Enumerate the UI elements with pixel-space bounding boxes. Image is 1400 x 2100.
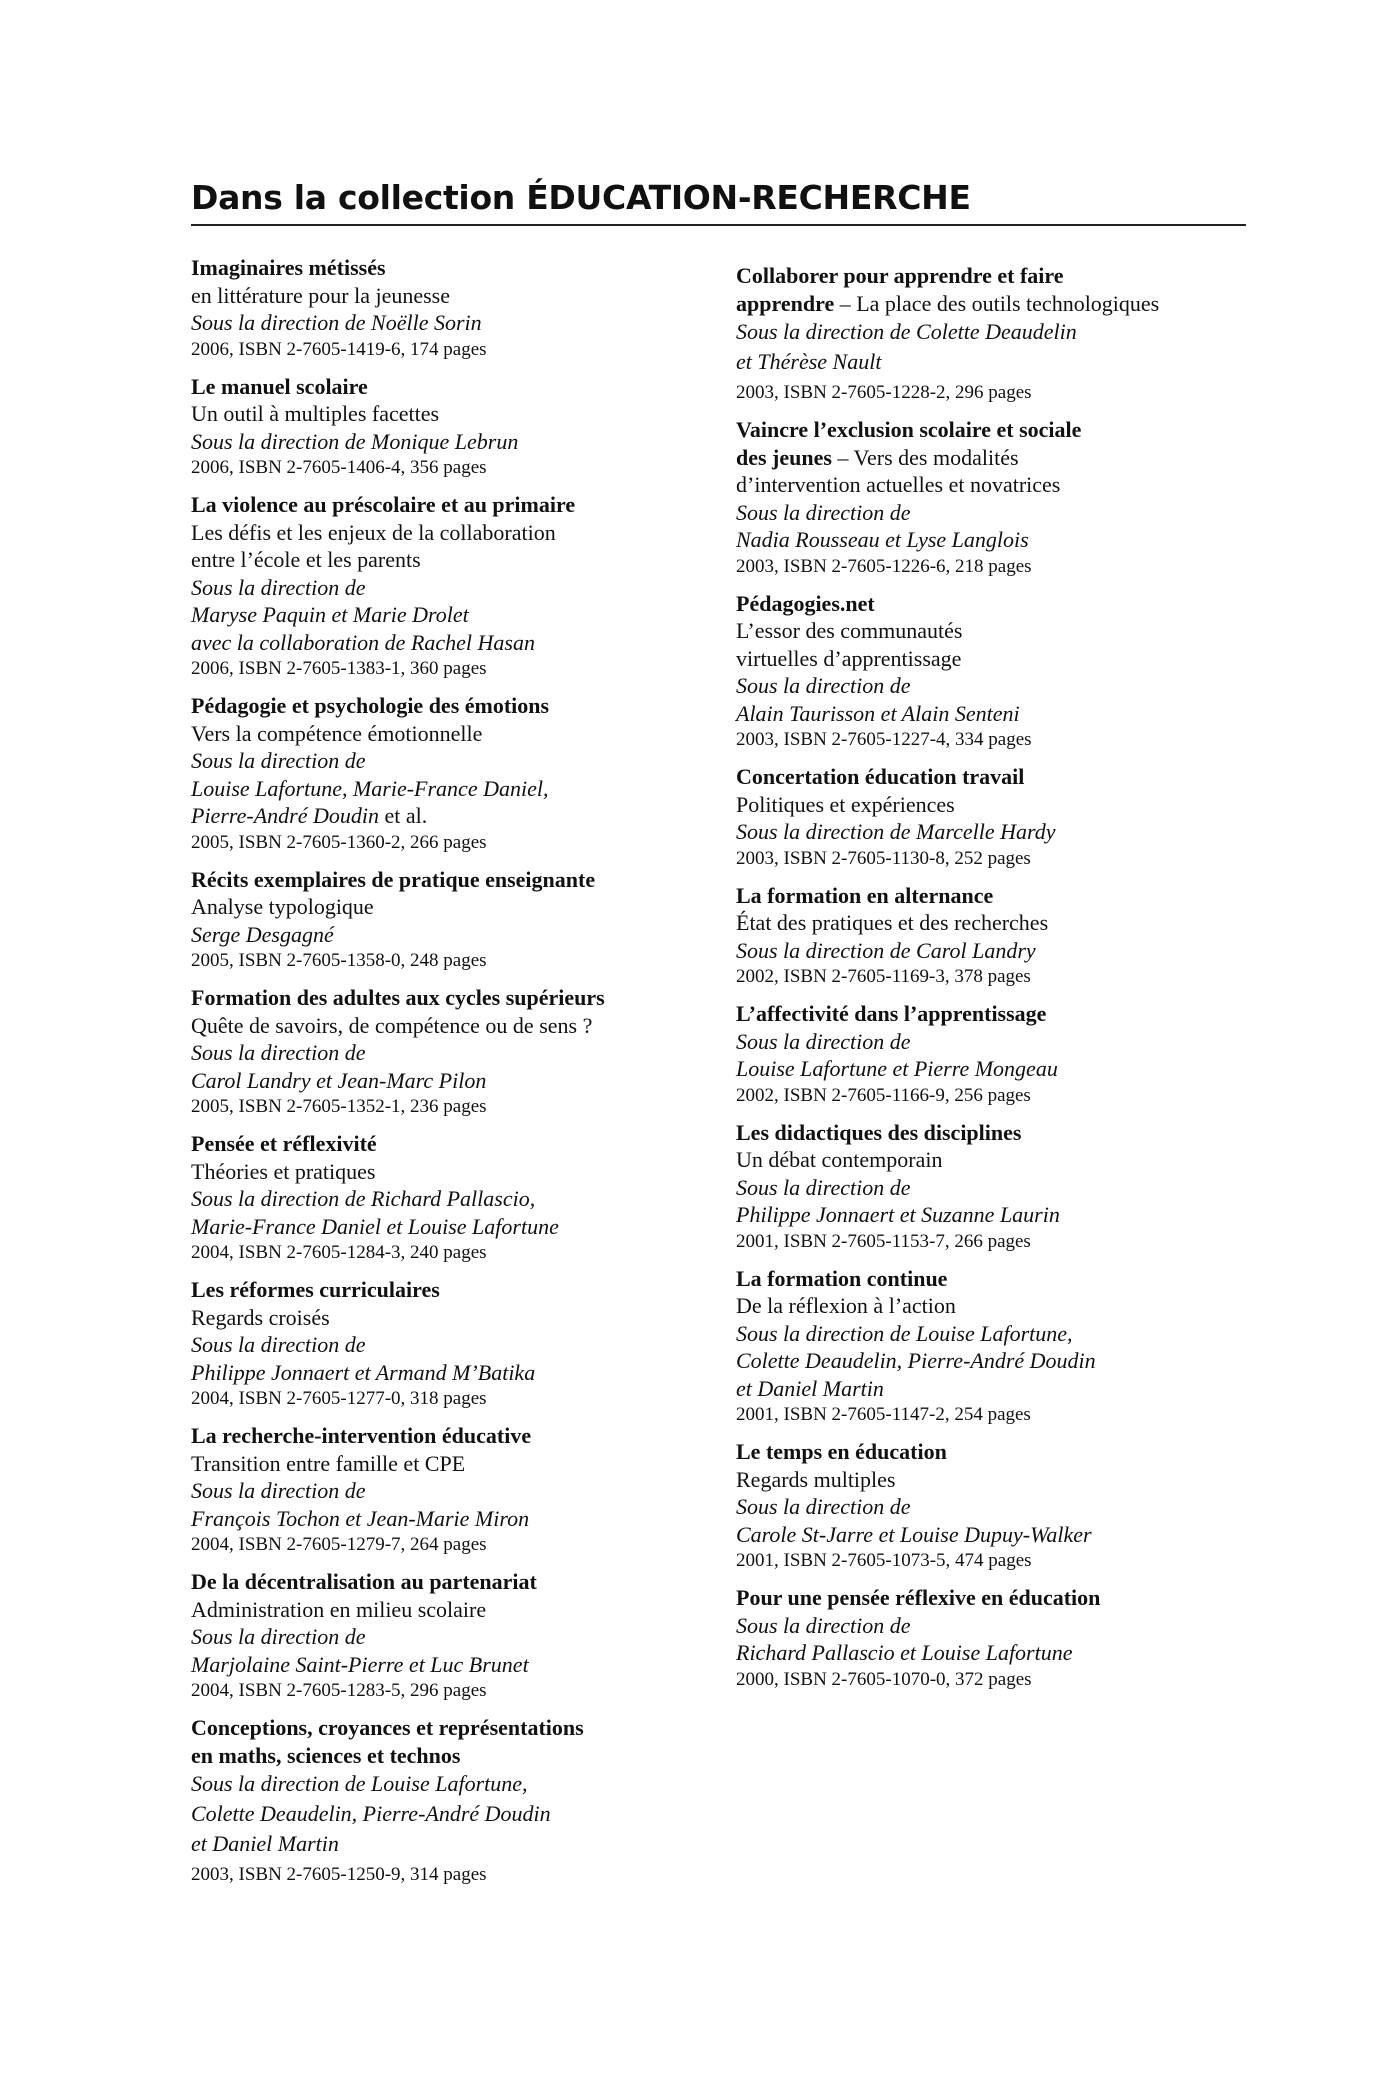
book-title-continued	[191, 1742, 716, 1770]
book-editors	[191, 574, 716, 602]
book-editors	[736, 526, 1261, 554]
book-title: Concertation éducation travail	[736, 764, 1025, 789]
book-entry	[736, 1584, 1261, 1693]
book-editors	[736, 1028, 1261, 1056]
book-entry	[736, 416, 1261, 580]
book-editors	[736, 1375, 1261, 1403]
book-title: Collaborer pour apprendre et faire	[736, 263, 1064, 288]
book-editors-text: Sous la direction de Noëlle Sorin	[191, 310, 482, 335]
book-editors	[191, 1799, 716, 1829]
book-title: Pédagogie et psychologie des émotions	[191, 693, 550, 718]
book-editors-text: Sous la direction de Louise Lafortune,	[736, 1320, 1073, 1346]
book-editors	[191, 1769, 716, 1799]
collection-heading-block	[191, 176, 1246, 226]
book-title-continued	[736, 290, 1261, 318]
book-editors	[191, 1359, 716, 1387]
book-editors	[191, 802, 716, 830]
book-subtitle: Un outil à multiples facettes	[191, 401, 440, 426]
book-editors-text: Colette Deaudelin, Pierre-André Doudin	[736, 1348, 1096, 1373]
book-editors	[736, 818, 1261, 846]
book-editors	[736, 1320, 1261, 1348]
book-entry	[736, 763, 1261, 872]
book-editors-text: et Thérèse Nault	[736, 349, 882, 374]
book-publication-info: 2004, ISBN 2-7605-1279-7, 264 pages	[191, 1534, 487, 1555]
book-editors	[191, 309, 716, 337]
book-subtitle: entre l’école et les parents	[191, 547, 421, 572]
book-editors-text: Sous la direction de	[191, 1624, 366, 1649]
book-entry	[736, 590, 1261, 754]
book-editors	[191, 1331, 716, 1359]
book-publication-info: 2006, ISBN 2-7605-1383-1, 360 pages	[191, 658, 487, 679]
book-entry	[191, 984, 716, 1120]
book-editors-text: Sous la direction de	[191, 1478, 366, 1503]
book-editors-text: Carole St-Jarre et Louise Dupuy-Walker	[736, 1521, 1092, 1547]
book-editors	[191, 428, 716, 456]
book-subtitle: État des pratiques et des recherches	[736, 910, 1049, 935]
book-publication-info: 2001, ISBN 2-7605-1073-5, 474 pages	[736, 1550, 1032, 1571]
book-editors-text: Sous la direction de	[736, 1612, 911, 1638]
book-publication-info: 2005, ISBN 2-7605-1352-1, 236 pages	[191, 1096, 487, 1117]
book-editors-text: Sous la direction de	[191, 1040, 366, 1065]
book-publication-info: 2003, ISBN 2-7605-1227-4, 334 pages	[736, 729, 1032, 750]
book-subtitle: Théories et pratiques	[191, 1158, 376, 1184]
book-entry	[191, 1130, 716, 1266]
book-subtitle: L’essor des communautés	[736, 618, 963, 643]
book-editors	[191, 1505, 716, 1533]
book-entry	[736, 882, 1261, 991]
book-subtitle-inline: – La place des outils technologiques	[834, 290, 1160, 316]
book-editors	[736, 347, 1261, 377]
book-entry	[191, 1276, 716, 1412]
book-title: Imaginaires métissés	[191, 255, 386, 280]
book-subtitle: De la réflexion à l’action	[736, 1293, 956, 1318]
book-editors-text: Sous la direction de	[736, 1174, 911, 1200]
book-editors	[191, 1651, 716, 1679]
book-editors	[191, 629, 716, 657]
book-editors-text: Louise Lafortune et Pierre Mongeau	[736, 1056, 1058, 1081]
book-editors-text: Nadia Rousseau et Lyse Langlois	[736, 527, 1029, 552]
book-editors	[736, 317, 1261, 347]
book-editors	[191, 921, 716, 949]
book-editors	[736, 1347, 1261, 1375]
book-title: Vaincre l’exclusion scolaire et sociale	[736, 417, 1082, 442]
book-title-continued	[736, 444, 1261, 472]
book-subtitle-inline: – Vers des modalités	[831, 444, 1019, 470]
book-editors-text: Sous la direction de	[736, 1494, 911, 1519]
book-subtitle: Transition entre famille et CPE	[191, 1450, 466, 1476]
book-editors	[736, 937, 1261, 965]
book-entry	[736, 262, 1261, 406]
book-editors	[736, 499, 1261, 527]
book-editors-text: François Tochon et Jean-Marie Miron	[191, 1505, 530, 1531]
book-title: La formation en alternance	[736, 882, 994, 908]
book-entry	[191, 491, 716, 682]
book-editors-text: Sous la direction de	[736, 499, 911, 525]
book-editors-text: Sous la direction de	[191, 748, 366, 773]
book-title: La recherche-intervention éducative	[191, 1423, 532, 1448]
book-title-line: des jeunes	[736, 444, 832, 470]
book-editors-text: Philippe Jonnaert et Suzanne Laurin	[736, 1202, 1060, 1227]
book-editors-text: Pierre-André Doudin	[191, 803, 379, 828]
book-title: L’affectivité dans l’apprentissage	[736, 1001, 1047, 1026]
book-entry	[736, 1000, 1261, 1109]
book-subtitle: virtuelles d’apprentissage	[736, 645, 962, 671]
book-title: Récits exemplaires de pratique enseignante	[191, 866, 596, 892]
book-editors	[191, 601, 716, 629]
book-editors	[191, 1213, 716, 1241]
book-title: La violence au préscolaire et au primaire	[191, 492, 576, 517]
book-entry	[191, 254, 716, 363]
book-entry	[736, 1119, 1261, 1255]
book-editors-text: Sous la direction de Marcelle Hardy	[736, 819, 1056, 844]
book-subtitle: Vers la compétence émotionnelle	[191, 720, 483, 746]
book-subtitle: en littérature pour la jeunesse	[191, 282, 451, 308]
book-editors-text: Sous la direction de Louise Lafortune,	[191, 1771, 528, 1796]
book-editors-text: Sous la direction de Colette Deaudelin	[736, 319, 1077, 344]
book-editors-text: Sous la direction de	[191, 1332, 366, 1357]
book-entry	[191, 692, 716, 856]
book-subtitle: Un débat contemporain	[736, 1147, 943, 1172]
book-editors	[736, 1521, 1261, 1549]
book-publication-info: 2003, ISBN 2-7605-1250-9, 314 pages	[191, 1864, 487, 1885]
book-publication-info: 2004, ISBN 2-7605-1277-0, 318 pages	[191, 1388, 487, 1409]
book-title: Le temps en éducation	[736, 1439, 947, 1464]
book-editors-text: Sous la direction de Richard Pallascio,	[191, 1186, 536, 1211]
book-subtitle: d’intervention actuelles et novatrices	[736, 472, 1061, 497]
book-subtitle: Regards multiples	[736, 1466, 896, 1492]
book-publication-info: 2006, ISBN 2-7605-1406-4, 356 pages	[191, 457, 487, 478]
book-editors-text: Sous la direction de	[736, 1028, 911, 1054]
book-editors	[736, 1493, 1261, 1521]
book-editors	[736, 1174, 1261, 1202]
book-editors	[191, 1829, 716, 1859]
book-entry	[191, 373, 716, 482]
book-editors-text: Sous la direction de Carol Landry	[736, 937, 1036, 963]
book-editors	[736, 1639, 1261, 1667]
book-subtitle: Analyse typologique	[191, 894, 374, 919]
book-editors-text: Sous la direction de	[736, 673, 911, 698]
book-publication-info: 2003, ISBN 2-7605-1228-2, 296 pages	[736, 382, 1032, 403]
book-publication-info: 2001, ISBN 2-7605-1153-7, 266 pages	[736, 1230, 1031, 1252]
book-publication-info: 2002, ISBN 2-7605-1169-3, 378 pages	[736, 966, 1031, 987]
book-publication-info: 2006, ISBN 2-7605-1419-6, 174 pages	[191, 338, 487, 360]
book-editors-text: Maryse Paquin et Marie Drolet	[191, 602, 469, 627]
book-title: Pédagogies.net	[736, 590, 875, 616]
book-editors-text: Philippe Jonnaert et Armand M’Batika	[191, 1359, 536, 1385]
book-editors	[736, 1201, 1261, 1229]
book-editors-text: Serge Desgagné	[191, 921, 334, 947]
book-editors	[736, 672, 1261, 700]
book-publication-info: 2000, ISBN 2-7605-1070-0, 372 pages	[736, 1668, 1032, 1690]
book-publication-info: 2003, ISBN 2-7605-1226-6, 218 pages	[736, 555, 1032, 577]
page-title: Dans la collection ÉDUCATION-RECHERCHE	[191, 178, 971, 217]
book-subtitle: Politiques et expériences	[736, 791, 955, 817]
book-editors	[191, 747, 716, 775]
book-subtitle: Administration en milieu scolaire	[191, 1596, 487, 1622]
book-editors-text: Louise Lafortune, Marie-France Daniel,	[191, 775, 549, 801]
book-editors-text: Sous la direction de Monique Lebrun	[191, 428, 519, 454]
right-column	[736, 262, 1261, 1703]
book-publication-info: 2002, ISBN 2-7605-1166-9, 256 pages	[736, 1084, 1031, 1106]
book-editors	[191, 1623, 716, 1651]
book-entry	[736, 1265, 1261, 1429]
book-title: Conceptions, croyances et représentations	[191, 1715, 584, 1740]
book-entry	[191, 1714, 716, 1888]
book-title: Formation des adultes aux cycles supérieurs	[191, 985, 605, 1010]
book-publication-info: 2001, ISBN 2-7605-1147-2, 254 pages	[736, 1404, 1031, 1425]
book-editors-text: Alain Taurisson et Alain Senteni	[736, 700, 1020, 726]
book-entry	[191, 866, 716, 975]
book-publication-info: 2004, ISBN 2-7605-1284-3, 240 pages	[191, 1242, 487, 1263]
book-editors	[736, 1612, 1261, 1640]
book-entry	[736, 1438, 1261, 1574]
book-editors	[736, 1055, 1261, 1083]
book-subtitle: Regards croisés	[191, 1304, 330, 1330]
book-editors-text: et Daniel Martin	[736, 1375, 884, 1401]
book-title: Pour une pensée réflexive en éducation	[736, 1585, 1101, 1610]
book-editors-text: Marjolaine Saint-Pierre et Luc Brunet	[191, 1651, 529, 1677]
book-editors-text: avec la collaboration de Rachel Hasan	[191, 629, 535, 655]
book-publication-info: 2004, ISBN 2-7605-1283-5, 296 pages	[191, 1680, 487, 1701]
book-editors	[191, 1477, 716, 1505]
book-title: La formation continue	[736, 1265, 948, 1291]
book-title: Les didactiques des disciplines	[736, 1119, 1022, 1145]
left-column	[191, 254, 716, 1898]
book-entry	[191, 1568, 716, 1704]
book-editors-text: Colette Deaudelin, Pierre-André Doudin	[191, 1801, 551, 1826]
book-editors-suffix: et al.	[378, 803, 428, 828]
book-editors	[191, 775, 716, 803]
book-editors-text: Sous la direction de	[191, 574, 366, 600]
book-title: Les réformes curriculaires	[191, 1277, 440, 1302]
book-title-line: en maths, sciences et technos	[191, 1742, 461, 1768]
book-editors	[191, 1067, 716, 1095]
book-editors-text: et Daniel Martin	[191, 1831, 339, 1856]
book-title: Le manuel scolaire	[191, 373, 368, 399]
book-publication-info: 2005, ISBN 2-7605-1360-2, 266 pages	[191, 831, 487, 853]
book-publication-info: 2005, ISBN 2-7605-1358-0, 248 pages	[191, 950, 487, 971]
book-editors-text: Carol Landry et Jean-Marc Pilon	[191, 1067, 487, 1093]
book-subtitle: Les défis et les enjeux de la collaboration	[191, 519, 556, 545]
book-editors-text: Richard Pallascio et Louise Lafortune	[736, 1640, 1073, 1665]
book-editors	[191, 1185, 716, 1213]
book-editors-text: Marie-France Daniel et Louise Lafortune	[191, 1213, 559, 1239]
book-entry	[191, 1422, 716, 1558]
book-editors	[736, 700, 1261, 728]
book-editors	[191, 1039, 716, 1067]
book-title: Pensée et réflexivité	[191, 1131, 377, 1156]
book-title: De la décentralisation au partenariat	[191, 1569, 537, 1594]
book-publication-info: 2003, ISBN 2-7605-1130-8, 252 pages	[736, 847, 1031, 869]
book-subtitle: Quête de savoirs, de compétence ou de sens ?	[191, 1012, 593, 1038]
book-title-line: apprendre	[736, 290, 835, 316]
